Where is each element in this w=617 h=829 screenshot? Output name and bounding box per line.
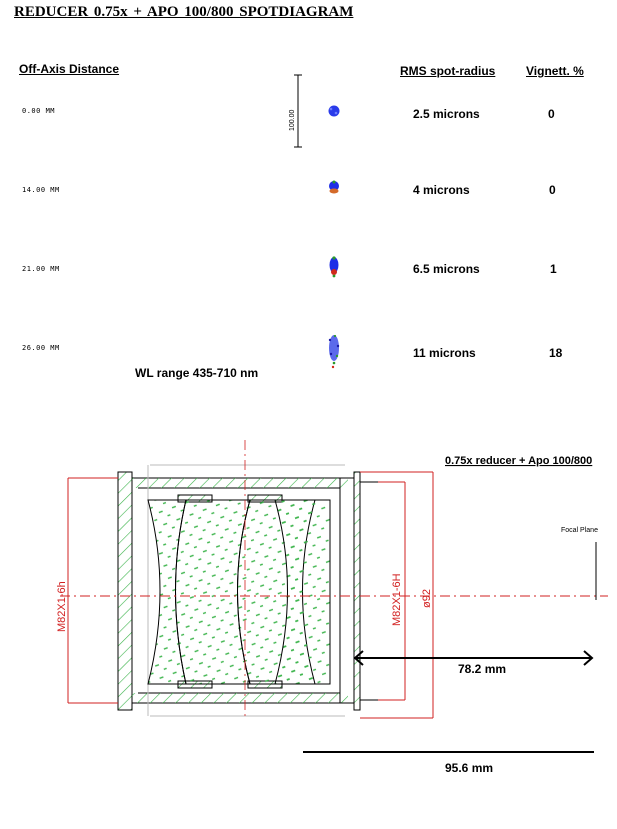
spot-diagrams bbox=[0, 0, 617, 400]
lens-elements bbox=[148, 500, 330, 684]
row-vignetting: 0 bbox=[548, 107, 555, 121]
thread-label-left: M82X1-6h bbox=[56, 581, 68, 632]
focal-plane-label: Focal Plane bbox=[561, 527, 598, 534]
row-rms: 11 microns bbox=[413, 346, 476, 360]
row-distance: 0.00 MM bbox=[22, 107, 56, 115]
row-rms: 2.5 microns bbox=[413, 107, 480, 121]
dimension-label-78: 78.2 mm bbox=[458, 662, 507, 676]
row-vignetting: 0 bbox=[549, 183, 556, 197]
diameter-label: ø92 bbox=[421, 589, 433, 608]
row-distance: 14.00 MM bbox=[22, 186, 60, 194]
reducer-cross-section-drawing bbox=[0, 430, 617, 829]
header-off-axis-distance: Off-Axis Distance bbox=[19, 62, 120, 76]
spot-diagram bbox=[329, 106, 340, 117]
row-vignetting: 1 bbox=[550, 262, 557, 276]
scale-bar-label: 100.00 bbox=[289, 109, 296, 131]
row-distance: 21.00 MM bbox=[22, 265, 60, 273]
spot-diagram bbox=[330, 256, 339, 277]
drawing-caption: 0.75x reducer + Apo 100/800 bbox=[445, 455, 593, 467]
page-title: REDUCER 0.75x + APO 100/800 SPOTDIAGRAM bbox=[14, 4, 354, 20]
row-rms: 6.5 microns bbox=[413, 262, 480, 276]
row-distance: 26.00 MM bbox=[22, 344, 60, 352]
thread-dimension-left bbox=[68, 478, 118, 703]
header-rms-spot-radius: RMS spot-radius bbox=[400, 64, 496, 78]
wl-range-label: WL range 435-710 nm bbox=[135, 366, 259, 380]
dimension-label-95: 95.6 mm bbox=[445, 761, 494, 775]
spot-diagram bbox=[329, 335, 339, 368]
row-vignetting: 18 bbox=[549, 346, 563, 360]
spot-diagram bbox=[329, 181, 339, 194]
scale-bar bbox=[289, 75, 302, 147]
thread-label-right: M82X1-6H bbox=[391, 573, 403, 626]
row-rms: 4 microns bbox=[413, 183, 470, 197]
header-vignetting: Vignett. % bbox=[526, 64, 584, 78]
